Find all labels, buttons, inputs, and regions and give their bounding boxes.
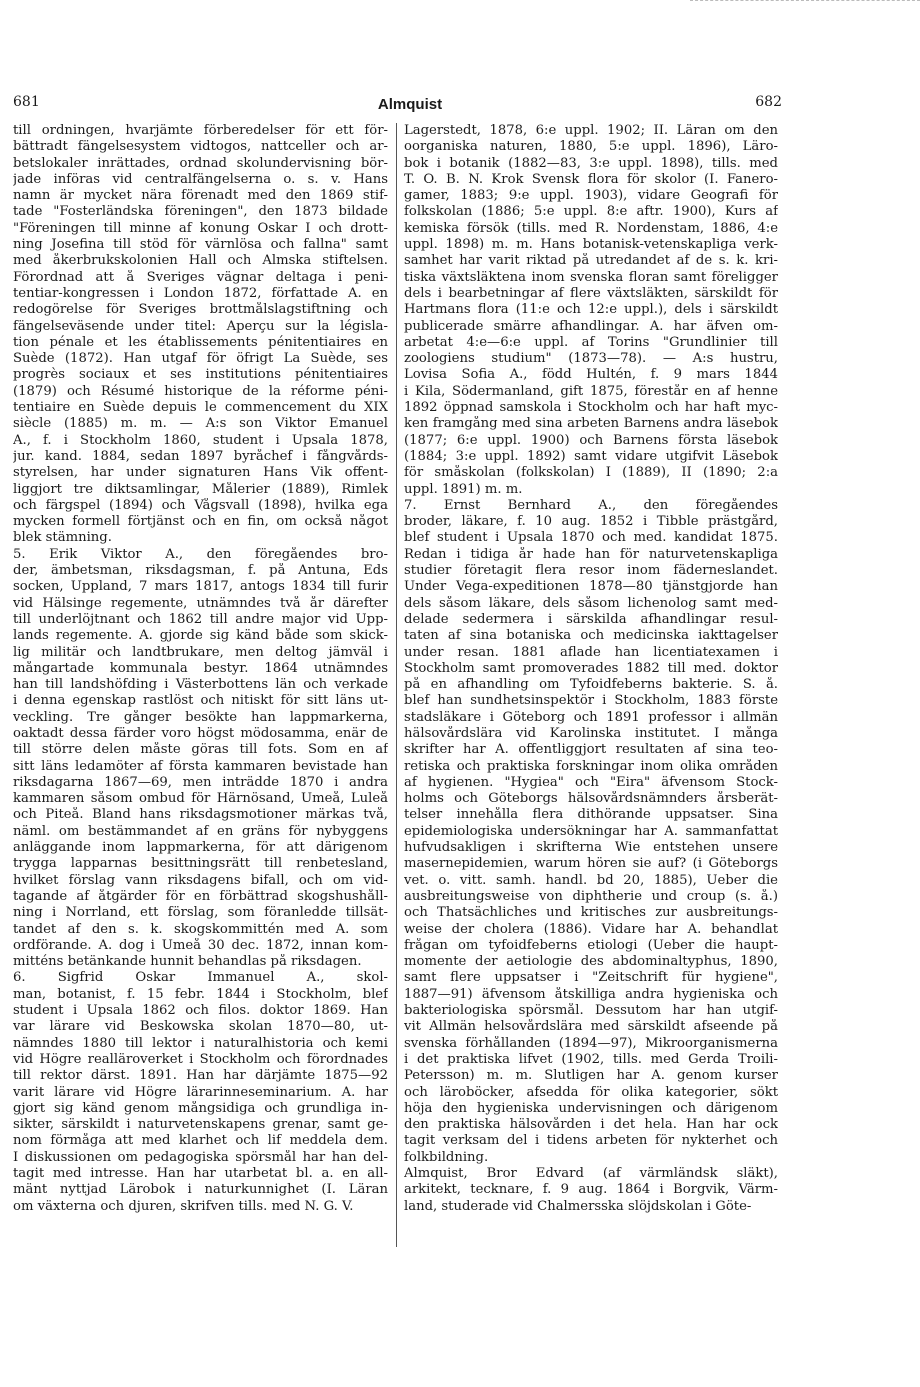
text-line: der, ämbetsman, riksdagsman, f. på Antuna, Eds (13, 563, 388, 579)
text-line: var lärare vid Beskowska skolan 1870—80, ut- (13, 1019, 388, 1035)
text-line: blef han sundhetsinspektör i Stockholm, 1883 förste (404, 693, 778, 709)
text-line: jade införas vid centralfängelserna o. s. v. Hans (13, 171, 388, 187)
text-line: "Föreningen till minne af konung Oskar I och drott- (13, 220, 388, 236)
text-line: progrès sociaux et ses institutions pénitentiaires (13, 367, 388, 383)
text-line: betslokaler inrättades, ordnad skolundervisning bör- (13, 155, 388, 171)
text-line: gjort sig känd genom mångsidiga och grundliga in- (13, 1100, 388, 1116)
text-line: Almquist, Bror Edvard (af värmländsk släkt), (404, 1166, 778, 1181)
text-line: 6. Sigfrid Oskar Immanuel A., skol- (13, 970, 388, 986)
text-line: kammaren såsom ombud för Härnösand, Umeå, Luleå (13, 791, 388, 807)
column-divider (396, 123, 397, 1247)
text-line: tagit verksam del i tidens arbeten för nykterhet och (404, 1133, 778, 1149)
text-line: näml. om bestämmandet af en gräns för nybyggens (13, 823, 388, 839)
text-line: blef student i Upsala 1870 och med. kandidat 1875. (404, 530, 778, 546)
text-line: folkbildning. (404, 1149, 489, 1165)
text-line: 1892 öppnad samskola i Stockholm och har haft myc- (404, 400, 778, 416)
text-line: tandet af den s. k. skogskommittén med A. som (13, 921, 388, 937)
text-line: redogörelse för Sveriges brottmålslagstiftning och (13, 302, 388, 318)
text-line: till underlöjtnant och 1862 till andre major vid Upp- (13, 611, 388, 627)
text-line: för småskolan (folkskolan) I (1889), II (1890; 2:a (404, 465, 778, 481)
text-line: momente der aetiologie des abdominaltyphus, 1890, (404, 954, 778, 970)
left-column (13, 123, 388, 1215)
text-line: publicerade smärre afhandlingar. A. har äfven om- (404, 318, 778, 334)
text-line: under resan. 1881 aflade han licentiatexamen i (404, 644, 778, 660)
text-line: till ordningen, hvarjämte förberedelser för ett för- (13, 123, 388, 138)
text-line: nämndes 1880 till lektor i naturalhistoria och kemi (13, 1035, 388, 1051)
text-line: Hartmans flora (11:e och 12:e uppl.), dels i särskildt (404, 302, 778, 318)
text-line: samt flere uppsatser i "Zeitschrift für hygiene", (404, 970, 778, 986)
text-line: frågan om tyfoidfeberns etiologi (Ueber die haupt- (404, 937, 778, 953)
text-line: vid Högre realläroverket i Stockholm och förordnades (13, 1051, 388, 1067)
text-line: blek stämning. (13, 530, 112, 546)
right-column (404, 123, 778, 1215)
text-line: bok i botanik (1882—83, 3:e uppl. 1898), tills. med (404, 155, 778, 171)
text-line: tagande af åtgärder för en förbättrad skogshushåll- (13, 888, 388, 904)
text-line: dels såsom läkare, dels såsom lichenolog samt med- (404, 595, 778, 611)
text-line: jur. kand. 1884, sedan 1897 byråchef i fångvårds- (13, 448, 388, 464)
text-line: liggjort tre diktsamlingar, Målerier (1889), Rimlek (13, 481, 388, 497)
text-line: trygga lapparnas besittningsrätt till renbetesland, (13, 856, 388, 872)
text-line: stadsläkare i Göteborg och 1891 professor i allmän (404, 709, 778, 725)
top-rule (690, 0, 920, 1)
text-line: holms och Göteborgs hälsovårdsnämnders årsberät- (404, 791, 778, 807)
text-line: student i Upsala 1862 och filos. doktor 1869. Han (13, 1003, 388, 1019)
text-line: oaktadt dessa färder voro högst mödosamma, enär de (13, 725, 388, 741)
text-line: arbetat 4:e—6:e uppl. af Torins "Grundlinier till (404, 334, 778, 350)
text-line: delade sedermera i särskilda afhandlingar resul- (404, 611, 778, 627)
text-line: och läroböcker, afsedda för olika kategorier, sökt (404, 1084, 778, 1100)
text-line: i denna egenskap rastlöst och nitiskt för sitt läns ut- (13, 693, 388, 709)
text-line: T. O. B. N. Krok Svensk flora för skolor (I. Fanero- (404, 171, 778, 187)
text-line: 7. Ernst Bernhard A., den föregåendes (404, 497, 778, 513)
text-line: weise der cholera (1886). Vidare har A. behandlat (404, 921, 778, 937)
text-line: höja den hygieniska undervisningen och därigenom (404, 1100, 778, 1116)
text-line: skrifter har A. offentliggjort resultaten af sina teo- (404, 742, 778, 758)
text-line: gamer, 1883; 9:e uppl. 1903), vidare Geografi för (404, 188, 778, 204)
text-line: taten af sina botaniska och medicinska iakttagelser (404, 628, 778, 644)
text-line: arkitekt, tecknare, f. 9 aug. 1864 i Borgvik, Värm- (404, 1182, 778, 1198)
text-line: sitt läns ledamöter af första kammaren bevistade han (13, 758, 388, 774)
text-line: I diskussionen om pedagogiska spörsmål har han del- (13, 1149, 388, 1165)
text-line: folkskolan (1886; 5:e uppl. 8:e aftr. 1900), Kurs af (404, 204, 778, 220)
text-line: lands regemente. A. gjorde sig känd både som skick- (13, 628, 388, 644)
running-title: Almquist (377, 96, 443, 113)
text-line: tion pénale et les établissements pénitentiaires en (13, 334, 388, 350)
text-line: i Kila, Södermanland, gift 1875, förestår en af henne (404, 383, 778, 399)
text-line: hufvudsakligen i skrifterna Wie entstehen unsere (404, 840, 778, 856)
text-line: den praktiska hälsovården i det hela. Han har ock (404, 1117, 778, 1133)
text-line: bakteriologiska spörsmål. Dessutom har han utgif- (404, 1003, 778, 1019)
text-line: vid Hälsinge regemente, utnämndes två år därefter (13, 595, 388, 611)
text-line: (1879) och Résumé historique de la réforme péni- (13, 383, 388, 399)
text-line: land, studerade vid Chalmersska slöjdskolan i Göte- (404, 1198, 752, 1214)
text-line: (1884; 3:e uppl. 1892) samt vidare utgifvit Läsebok (404, 448, 778, 464)
text-line: Suède (1872). Han utgaf för öfrigt La Suède, ses (13, 351, 388, 367)
text-line: tagit med intresse. Han har utarbetat bl. a. en all- (13, 1166, 388, 1181)
running-title-wrap (0, 94, 820, 113)
text-line: Lagerstedt, 1878, 6:e uppl. 1902; II. Läran om den (404, 123, 778, 138)
text-line: till större delen måste göras till fots. Som en af (13, 742, 388, 758)
text-line: A., f. i Stockholm 1860, student i Upsala 1878, (13, 432, 388, 448)
text-line: varit lärare vid Högre lärarinneseminarium. A. har (13, 1084, 388, 1100)
text-line: styrelsen, har under signaturen Hans Vik offent- (13, 465, 388, 481)
text-line: retiska och praktiska forskningar inom olika områden (404, 758, 778, 774)
text-line: svenska förhållanden (1894—97), Mikroorganismerna (404, 1035, 778, 1051)
text-line: studier företagit flera resor inom fäderneslandet. (404, 563, 778, 579)
text-line: masernepidemien, warum hören sie auf? (i Göteborgs (404, 856, 778, 872)
text-line: hvilket förslag vann riksdagens bifall, och om vid- (13, 872, 388, 888)
text-line: socken, Uppland, 7 mars 1817, antogs 1834 till furir (13, 579, 388, 595)
text-line: zoologiens studium" (1873—78). — A:s hustru, (404, 351, 778, 367)
text-line: siècle (1885) m. m. — A:s son Viktor Emanuel (13, 416, 388, 432)
text-line: Förordnad att å Sveriges vägnar deltaga i peni- (13, 269, 388, 285)
page-header (0, 94, 920, 118)
text-line: riksdagarna 1867—69, men inträdde 1870 i andra (13, 774, 388, 790)
text-line: mänt nyttjad Lärobok i naturkunnighet (I. Läran (13, 1182, 388, 1198)
text-line: ning i Norrland, ett förslag, som föranledde tillsät- (13, 905, 388, 921)
text-line: hälsovårdslära vid Karolinska institutet. I många (404, 725, 778, 741)
text-line: anläggande inom lappmarkerna, för att därigenom (13, 840, 388, 856)
text-line: uppl. 1891) m. m. (404, 481, 523, 497)
text-line: 1887—91) äfvensom åtskilliga andra hygieniska och (404, 986, 778, 1002)
text-line: till rektor därst. 1891. Han har därjämte 1875—92 (13, 1068, 388, 1084)
text-line: ordförande. A. dog i Umeå 30 dec. 1872, innan kom- (13, 937, 388, 953)
text-line: veckling. Tre gånger besökte han lappmarkerna, (13, 709, 388, 725)
text-line: Lovisa Sofia A., född Hultén, f. 9 mars 1844 (404, 367, 778, 383)
text-line: af hygienen. "Hygiea" och "Eira" äfvensom Stock- (404, 774, 778, 790)
text-line: mångartade kommunala bestyr. 1864 utnämndes (13, 660, 388, 676)
text-line: tentiaire en Suède depuis le commencement du XIX (13, 400, 388, 416)
text-line: om växterna och djuren, skrifven tills. med N. G. V. (13, 1198, 354, 1214)
text-line: ausbreitungsweise von diphtherie und croup (s. å.) (404, 888, 778, 904)
text-line: telser innehålla flera dithörande uppsatser. Sina (404, 807, 778, 823)
text-line: i det praktiska lifvet (1902, tills. med Gerda Troili- (404, 1051, 778, 1067)
text-line: med åkerbrukskolonien Hall och Almska stiftelsen. (13, 253, 388, 269)
text-line: uppl. 1898) m. m. Hans botanisk-vetenskapliga verk- (404, 237, 778, 253)
text-line: man, botanist, f. 15 febr. 1844 i Stockholm, blef (13, 986, 388, 1002)
text-line: sikter, särskildt i naturvetenskapens grenar, samt ge- (13, 1117, 388, 1133)
text-line: Petersson) m. m. Slutligen har A. genom kurser (404, 1068, 778, 1084)
text-line: och Piteå. Bland hans riksdagsmotioner märkas två, (13, 807, 388, 823)
text-line: namn är mycket nära förenadt med den 1869 stif- (13, 188, 388, 204)
text-line: dels i bearbetningar af flere växtsläkten, särskildt för (404, 285, 778, 301)
text-line: fängelseväsende under titel: Aperçu sur la législa- (13, 318, 388, 334)
text-line: samhet har varit riktad på utredandet af de s. k. kri- (404, 253, 778, 269)
text-line: broder, läkare, f. 10 aug. 1852 i Tibble prästgård, (404, 514, 778, 530)
text-line: han till landshöfding i Västerbottens län och verkade (13, 677, 388, 693)
text-line: Stockholm samt promoverades 1882 till med. doktor (404, 660, 778, 676)
text-line: och Thatsächliches und kritisches zur ausbreitungs- (404, 905, 778, 921)
text-line: vit Allmän helsovårdslära med särskildt afseende på (404, 1019, 778, 1035)
text-line: vet. o. vitt. samh. handl. bd 20, 1885), Ueber die (404, 872, 778, 888)
text-line: tade "Fosterländska föreningen", den 1873 bildade (13, 204, 388, 220)
text-line: tiska växtsläktena inom svenska floran samt föreligger (404, 269, 778, 285)
text-line: ning Josefina till stöd för värnlösa och fallna" samt (13, 237, 388, 253)
text-line: på en afhandling om Tyfoidfeberns bakterie. S. å. (404, 677, 778, 693)
text-line: bättradt fängelsesystem vidtogos, nattceller och ar- (13, 139, 388, 155)
text-line: ken framgång med sina arbeten Barnens andra läsebok (404, 416, 778, 432)
text-line: tentiar-kongressen i London 1872, författade A. en (13, 285, 388, 301)
left-page-number: 681 (13, 94, 40, 110)
text-line: Redan i tidiga år hade han för naturvetenskapliga (404, 546, 778, 562)
text-line: nom förmåga att med klarhet och lif meddela dem. (13, 1133, 388, 1149)
text-line: epidemiologiska undersökningar har A. sammanfattat (404, 823, 778, 839)
text-line: lig militär och landtbrukare, men deltog jämväl i (13, 644, 388, 660)
text-line: kemiska försök (tills. med R. Nordenstam, 1886, 4:e (404, 220, 778, 236)
text-line: Under Vega-expeditionen 1878—80 tjänstgjorde han (404, 579, 778, 595)
text-line: (1877; 6:e uppl. 1900) och Barnens första läsebok (404, 432, 778, 448)
text-line: 5. Erik Viktor A., den föregåendes bro- (13, 546, 388, 562)
right-page-number: 682 (755, 94, 782, 110)
text-line: mycken formell förtjänst och en fin, om också något (13, 514, 388, 530)
text-line: oorganiska naturen, 1880, 5:e uppl. 1896), Läro- (404, 139, 778, 155)
text-line: mitténs betänkande hunnit behandlas på riksdagen. (13, 954, 362, 970)
text-line: och färgspel (1894) och Vågsvall (1898), hvilka ega (13, 497, 388, 513)
